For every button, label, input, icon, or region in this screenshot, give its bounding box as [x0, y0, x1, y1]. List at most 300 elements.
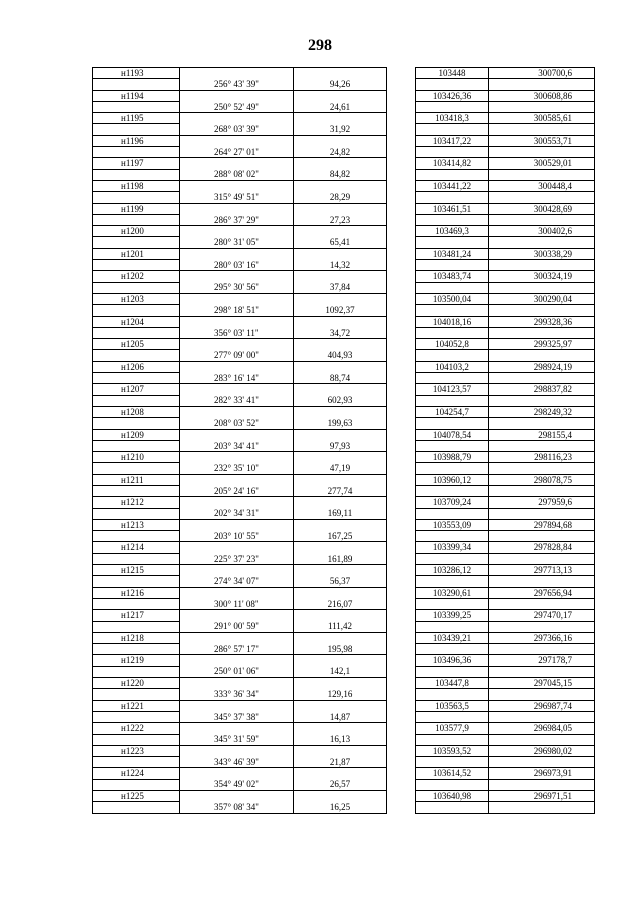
y-cell-empty	[489, 598, 595, 609]
point-name-cell: н1202	[93, 271, 180, 282]
table-row	[93, 723, 595, 734]
direction-angle-cell: 203° 10' 55"	[180, 531, 294, 542]
spacer-cell	[387, 576, 416, 587]
direction-angle-cell: 286° 37' 29"	[180, 214, 294, 225]
point-cell-empty	[93, 79, 180, 90]
point-cell-empty	[93, 327, 180, 338]
y-coordinate-cell: 296973,91	[489, 768, 595, 779]
spacer-cell	[387, 169, 416, 180]
x-coordinate-cell: 103960,12	[416, 474, 489, 485]
y-coordinate-cell: 300402,6	[489, 226, 595, 237]
direction-angle-cell: 202° 34' 31"	[180, 508, 294, 519]
direction-angle-cell: 280° 03' 16"	[180, 260, 294, 271]
y-cell-empty	[489, 350, 595, 361]
length-cell-empty	[294, 158, 387, 169]
y-coordinate-cell: 297894,68	[489, 519, 595, 530]
segment-length-cell: 16,13	[294, 734, 387, 745]
y-cell-empty	[489, 192, 595, 203]
x-cell-empty	[416, 666, 489, 677]
length-cell-empty	[294, 384, 387, 395]
direction-angle-cell: 250° 52' 49"	[180, 101, 294, 112]
angle-cell-empty	[180, 406, 294, 417]
table-row	[93, 79, 595, 90]
spacer-cell	[387, 361, 416, 372]
x-coordinate-cell: 103286,12	[416, 565, 489, 576]
length-cell-empty	[294, 723, 387, 734]
spacer-cell	[387, 768, 416, 779]
angle-cell-empty	[180, 180, 294, 191]
direction-angle-cell: 354° 49' 02"	[180, 779, 294, 790]
point-name-cell: н1216	[93, 587, 180, 598]
direction-angle-cell: 282° 33' 41"	[180, 395, 294, 406]
length-cell-empty	[294, 361, 387, 372]
x-cell-empty	[416, 711, 489, 722]
y-cell-empty	[489, 214, 595, 225]
y-cell-empty	[489, 757, 595, 768]
segment-length-cell: 404,93	[294, 350, 387, 361]
direction-angle-cell: 357° 08' 34"	[180, 802, 294, 813]
direction-angle-cell: 225° 37' 23"	[180, 553, 294, 564]
angle-cell-empty	[180, 632, 294, 643]
y-cell-empty	[489, 576, 595, 587]
point-cell-empty	[93, 237, 180, 248]
table-row	[93, 68, 595, 79]
y-coordinate-cell: 300585,61	[489, 113, 595, 124]
y-coordinate-cell: 298249,32	[489, 406, 595, 417]
table-row	[93, 497, 595, 508]
x-coordinate-cell: 103448	[416, 68, 489, 79]
x-cell-empty	[416, 644, 489, 655]
y-cell-empty	[489, 440, 595, 451]
direction-angle-cell: 295° 30' 56"	[180, 282, 294, 293]
point-name-cell: н1214	[93, 542, 180, 553]
x-coordinate-cell: 103496,36	[416, 655, 489, 666]
table-row	[93, 734, 595, 745]
point-name-cell: н1213	[93, 519, 180, 530]
angle-cell-empty	[180, 452, 294, 463]
x-cell-empty	[416, 779, 489, 790]
x-coordinate-cell: 103640,98	[416, 791, 489, 802]
point-cell-empty	[93, 553, 180, 564]
point-cell-empty	[93, 124, 180, 135]
table-row	[93, 305, 595, 316]
direction-angle-cell: 283° 16' 14"	[180, 373, 294, 384]
table-row	[93, 791, 595, 802]
x-coordinate-cell: 103439,21	[416, 632, 489, 643]
spacer-cell	[387, 271, 416, 282]
segment-length-cell: 97,93	[294, 440, 387, 451]
length-cell-empty	[294, 745, 387, 756]
y-coordinate-cell: 299325,97	[489, 339, 595, 350]
spacer-cell	[387, 429, 416, 440]
point-cell-empty	[93, 373, 180, 384]
x-cell-empty	[416, 327, 489, 338]
x-cell-empty	[416, 689, 489, 700]
table-row	[93, 519, 595, 530]
x-coordinate-cell: 103614,52	[416, 768, 489, 779]
point-name-cell: н1210	[93, 452, 180, 463]
point-cell-empty	[93, 644, 180, 655]
y-coordinate-cell: 300553,71	[489, 135, 595, 146]
segment-length-cell: 167,25	[294, 531, 387, 542]
x-cell-empty	[416, 463, 489, 474]
y-coordinate-cell: 296980,02	[489, 745, 595, 756]
x-cell-empty	[416, 598, 489, 609]
segment-length-cell: 14,32	[294, 260, 387, 271]
length-cell-empty	[294, 113, 387, 124]
y-coordinate-cell: 297045,15	[489, 678, 595, 689]
spacer-cell	[387, 248, 416, 259]
point-cell-empty	[93, 305, 180, 316]
x-cell-empty	[416, 101, 489, 112]
direction-angle-cell: 343° 46' 39"	[180, 757, 294, 768]
point-name-cell: н1197	[93, 158, 180, 169]
length-cell-empty	[294, 339, 387, 350]
point-name-cell: н1219	[93, 655, 180, 666]
y-cell-empty	[489, 666, 595, 677]
y-coordinate-cell: 300700,6	[489, 68, 595, 79]
table-row	[93, 293, 595, 304]
table-row	[93, 361, 595, 372]
length-cell-empty	[294, 293, 387, 304]
spacer-cell	[387, 700, 416, 711]
spacer-cell	[387, 418, 416, 429]
x-coordinate-cell: 103483,74	[416, 271, 489, 282]
length-cell-empty	[294, 68, 387, 79]
segment-length-cell: 26,57	[294, 779, 387, 790]
length-cell-empty	[294, 791, 387, 802]
y-cell-empty	[489, 779, 595, 790]
table-row	[93, 452, 595, 463]
table-row	[93, 271, 595, 282]
table-row	[93, 316, 595, 327]
point-cell-empty	[93, 802, 180, 813]
table-row	[93, 644, 595, 655]
direction-angle-cell: 345° 31' 59"	[180, 734, 294, 745]
x-cell-empty	[416, 373, 489, 384]
length-cell-empty	[294, 678, 387, 689]
direction-angle-cell: 345° 37' 38"	[180, 711, 294, 722]
table-row	[93, 485, 595, 496]
angle-cell-empty	[180, 135, 294, 146]
table-row	[93, 282, 595, 293]
spacer-cell	[387, 734, 416, 745]
x-coordinate-cell: 103418,3	[416, 113, 489, 124]
spacer-cell	[387, 485, 416, 496]
point-cell-empty	[93, 350, 180, 361]
coordinates-table	[92, 67, 594, 814]
spacer-cell	[387, 68, 416, 79]
spacer-cell	[387, 553, 416, 564]
point-name-cell: н1205	[93, 339, 180, 350]
x-cell-empty	[416, 508, 489, 519]
spacer-cell	[387, 711, 416, 722]
table-row	[93, 339, 595, 350]
direction-angle-cell: 256° 43' 39"	[180, 79, 294, 90]
spacer-cell	[387, 745, 416, 756]
segment-length-cell: 47,19	[294, 463, 387, 474]
x-coordinate-cell: 103426,36	[416, 90, 489, 101]
table-row	[93, 418, 595, 429]
segment-length-cell: 24,82	[294, 147, 387, 158]
y-cell-empty	[489, 282, 595, 293]
spacer-cell	[387, 802, 416, 813]
table-row	[93, 700, 595, 711]
y-cell-empty	[489, 147, 595, 158]
x-cell-empty	[416, 192, 489, 203]
table-row	[93, 135, 595, 146]
x-cell-empty	[416, 395, 489, 406]
y-cell-empty	[489, 169, 595, 180]
y-cell-empty	[489, 260, 595, 271]
angle-cell-empty	[180, 226, 294, 237]
y-cell-empty	[489, 79, 595, 90]
point-name-cell: н1209	[93, 429, 180, 440]
table-row	[93, 689, 595, 700]
angle-cell-empty	[180, 339, 294, 350]
y-cell-empty	[489, 621, 595, 632]
table-row	[93, 779, 595, 790]
angle-cell-empty	[180, 678, 294, 689]
table-row	[93, 124, 595, 135]
x-coordinate-cell: 103417,22	[416, 135, 489, 146]
point-cell-empty	[93, 260, 180, 271]
spacer-cell	[387, 632, 416, 643]
y-coordinate-cell: 297366,16	[489, 632, 595, 643]
x-coordinate-cell: 103469,3	[416, 226, 489, 237]
length-cell-empty	[294, 542, 387, 553]
length-cell-empty	[294, 406, 387, 417]
table-row	[93, 610, 595, 621]
point-name-cell: н1208	[93, 406, 180, 417]
table-row	[93, 745, 595, 756]
spacer-cell	[387, 260, 416, 271]
spacer-cell	[387, 192, 416, 203]
y-coordinate-cell: 296971,51	[489, 791, 595, 802]
y-cell-empty	[489, 395, 595, 406]
angle-cell-empty	[180, 565, 294, 576]
x-cell-empty	[416, 214, 489, 225]
segment-length-cell: 37,84	[294, 282, 387, 293]
angle-cell-empty	[180, 316, 294, 327]
y-cell-empty	[489, 711, 595, 722]
spacer-cell	[387, 384, 416, 395]
spacer-cell	[387, 440, 416, 451]
point-cell-empty	[93, 463, 180, 474]
spacer-cell	[387, 644, 416, 655]
segment-length-cell: 84,82	[294, 169, 387, 180]
point-name-cell: н1217	[93, 610, 180, 621]
x-cell-empty	[416, 237, 489, 248]
segment-length-cell: 27,23	[294, 214, 387, 225]
length-cell-empty	[294, 519, 387, 530]
y-cell-empty	[489, 531, 595, 542]
spacer-cell	[387, 587, 416, 598]
page-number: 298	[308, 37, 332, 54]
y-cell-empty	[489, 305, 595, 316]
segment-length-cell: 216,07	[294, 598, 387, 609]
table-row	[93, 373, 595, 384]
table-row	[93, 192, 595, 203]
table-row	[93, 113, 595, 124]
angle-cell-empty	[180, 429, 294, 440]
point-name-cell: н1204	[93, 316, 180, 327]
table-row	[93, 598, 595, 609]
x-coordinate-cell: 103441,22	[416, 180, 489, 191]
point-name-cell: н1195	[93, 113, 180, 124]
y-coordinate-cell: 299328,36	[489, 316, 595, 327]
spacer-cell	[387, 373, 416, 384]
spacer-cell	[387, 293, 416, 304]
y-coordinate-cell: 300338,29	[489, 248, 595, 259]
spacer-cell	[387, 406, 416, 417]
y-cell-empty	[489, 418, 595, 429]
spacer-cell	[387, 135, 416, 146]
y-coordinate-cell: 298155,4	[489, 429, 595, 440]
point-name-cell: н1200	[93, 226, 180, 237]
y-coordinate-cell: 300324,19	[489, 271, 595, 282]
spacer-cell	[387, 327, 416, 338]
table-row	[93, 565, 595, 576]
y-cell-empty	[489, 327, 595, 338]
point-name-cell: н1201	[93, 248, 180, 259]
direction-angle-cell: 356° 03' 11"	[180, 327, 294, 338]
point-cell-empty	[93, 101, 180, 112]
direction-angle-cell: 333° 36' 34"	[180, 689, 294, 700]
point-cell-empty	[93, 779, 180, 790]
table-row	[93, 508, 595, 519]
spacer-cell	[387, 542, 416, 553]
y-cell-empty	[489, 802, 595, 813]
table-row	[93, 429, 595, 440]
y-cell-empty	[489, 734, 595, 745]
x-coordinate-cell: 103414,82	[416, 158, 489, 169]
spacer-cell	[387, 610, 416, 621]
point-cell-empty	[93, 621, 180, 632]
y-cell-empty	[489, 508, 595, 519]
point-cell-empty	[93, 734, 180, 745]
point-cell-empty	[93, 666, 180, 677]
angle-cell-empty	[180, 542, 294, 553]
table-row	[93, 260, 595, 271]
table-row	[93, 587, 595, 598]
y-cell-empty	[489, 124, 595, 135]
segment-length-cell: 161,89	[294, 553, 387, 564]
point-cell-empty	[93, 147, 180, 158]
table-row	[93, 440, 595, 451]
length-cell-empty	[294, 768, 387, 779]
y-coordinate-cell: 297713,13	[489, 565, 595, 576]
direction-angle-cell: 300° 11' 08"	[180, 598, 294, 609]
table-row	[93, 802, 595, 813]
point-cell-empty	[93, 531, 180, 542]
y-coordinate-cell: 300448,4	[489, 180, 595, 191]
point-cell-empty	[93, 192, 180, 203]
spacer-cell	[387, 519, 416, 530]
length-cell-empty	[294, 316, 387, 327]
x-cell-empty	[416, 169, 489, 180]
spacer-cell	[387, 90, 416, 101]
table-row	[93, 395, 595, 406]
spacer-cell	[387, 316, 416, 327]
length-cell-empty	[294, 497, 387, 508]
table-row	[93, 327, 595, 338]
point-cell-empty	[93, 757, 180, 768]
direction-angle-cell: 277° 09' 00"	[180, 350, 294, 361]
angle-cell-empty	[180, 587, 294, 598]
y-cell-empty	[489, 485, 595, 496]
point-name-cell: н1220	[93, 678, 180, 689]
y-cell-empty	[489, 689, 595, 700]
x-coordinate-cell: 104254,7	[416, 406, 489, 417]
x-coordinate-cell: 103447,8	[416, 678, 489, 689]
table-row	[93, 226, 595, 237]
y-cell-empty	[489, 101, 595, 112]
x-coordinate-cell: 103481,24	[416, 248, 489, 259]
point-cell-empty	[93, 282, 180, 293]
length-cell-empty	[294, 429, 387, 440]
point-name-cell: н1212	[93, 497, 180, 508]
table-row	[93, 384, 595, 395]
x-cell-empty	[416, 79, 489, 90]
spacer-cell	[387, 147, 416, 158]
point-cell-empty	[93, 169, 180, 180]
y-coordinate-cell: 297656,94	[489, 587, 595, 598]
x-coordinate-cell: 103553,09	[416, 519, 489, 530]
spacer-cell	[387, 305, 416, 316]
length-cell-empty	[294, 565, 387, 576]
spacer-cell	[387, 508, 416, 519]
spacer-cell	[387, 339, 416, 350]
x-cell-empty	[416, 260, 489, 271]
point-name-cell: н1215	[93, 565, 180, 576]
length-cell-empty	[294, 700, 387, 711]
angle-cell-empty	[180, 474, 294, 485]
angle-cell-empty	[180, 90, 294, 101]
point-name-cell: н1194	[93, 90, 180, 101]
angle-cell-empty	[180, 519, 294, 530]
point-cell-empty	[93, 395, 180, 406]
spacer-cell	[387, 497, 416, 508]
segment-length-cell: 34,72	[294, 327, 387, 338]
angle-cell-empty	[180, 791, 294, 802]
x-cell-empty	[416, 305, 489, 316]
direction-angle-cell: 268° 03' 39"	[180, 124, 294, 135]
y-cell-empty	[489, 553, 595, 564]
spacer-cell	[387, 237, 416, 248]
segment-length-cell: 195,98	[294, 644, 387, 655]
angle-cell-empty	[180, 610, 294, 621]
x-coordinate-cell: 103461,51	[416, 203, 489, 214]
point-name-cell: н1224	[93, 768, 180, 779]
angle-cell-empty	[180, 723, 294, 734]
angle-cell-empty	[180, 203, 294, 214]
spacer-cell	[387, 757, 416, 768]
direction-angle-cell: 205° 24' 16"	[180, 485, 294, 496]
x-cell-empty	[416, 147, 489, 158]
length-cell-empty	[294, 610, 387, 621]
x-cell-empty	[416, 757, 489, 768]
point-cell-empty	[93, 440, 180, 451]
y-coordinate-cell: 296987,74	[489, 700, 595, 711]
spacer-cell	[387, 282, 416, 293]
segment-length-cell: 129,16	[294, 689, 387, 700]
segment-length-cell: 94,26	[294, 79, 387, 90]
y-cell-empty	[489, 463, 595, 474]
table-row	[93, 542, 595, 553]
segment-length-cell: 277,74	[294, 485, 387, 496]
table-row	[93, 621, 595, 632]
